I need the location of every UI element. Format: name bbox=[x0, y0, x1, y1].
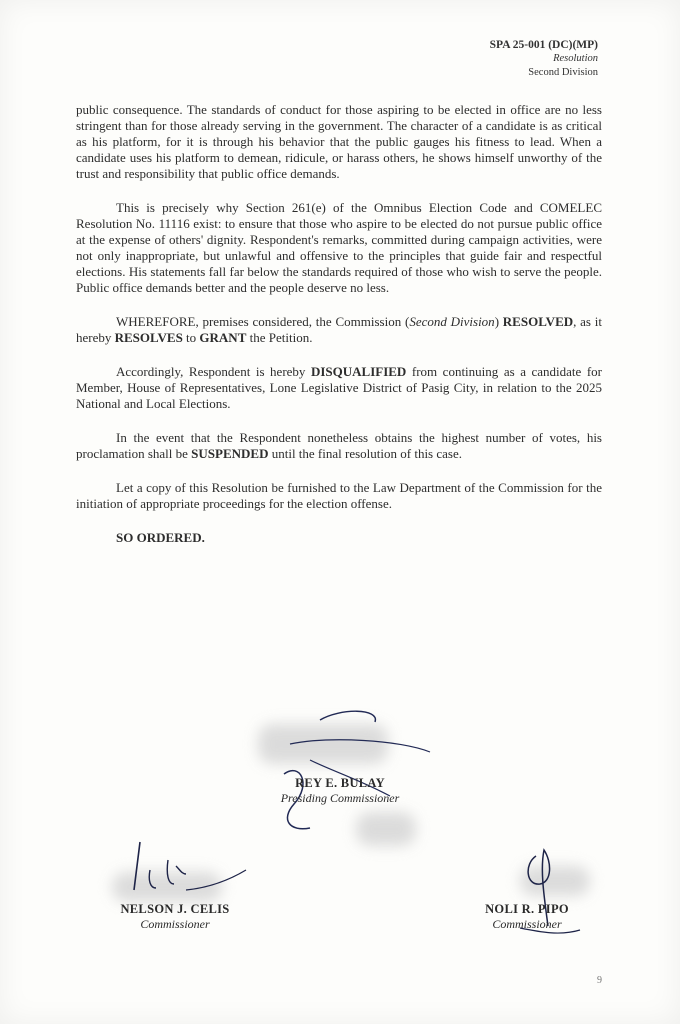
susp-text-c: until the final resolution of this case. bbox=[268, 446, 462, 461]
left-commissioner-block bbox=[90, 902, 260, 932]
wherefore-text-a: WHEREFORE, premises considered, the Commission ( bbox=[116, 314, 410, 329]
second-division-italic: Second Division bbox=[409, 314, 495, 329]
case-number: SPA 25-001 (DC)(MP) bbox=[489, 39, 598, 51]
left-commissioner-name: NELSON J. CELIS bbox=[120, 902, 230, 916]
right-commissioner-title: Commissioner bbox=[492, 917, 562, 931]
disq-text-a: Accordingly, Respondent is hereby bbox=[116, 364, 311, 379]
wherefore-text-g: to bbox=[182, 330, 200, 345]
right-commissioner-name: NOLI R. PIPO bbox=[485, 902, 569, 916]
signature-presiding bbox=[270, 700, 440, 840]
resolution-body bbox=[76, 102, 602, 546]
division-label: Second Division bbox=[528, 67, 598, 78]
grant-bold: GRANT bbox=[199, 330, 247, 345]
page-number: 9 bbox=[597, 975, 602, 986]
presiding-commissioner-block bbox=[230, 776, 450, 806]
susp-text-a: In the event that the Respondent nonetheless obtains the highest number of votes, his proclamation shall be bbox=[76, 430, 602, 461]
disqualified-bold: DISQUALIFIED bbox=[310, 364, 407, 379]
document-type: Resolution bbox=[553, 53, 598, 64]
left-commissioner-title: Commissioner bbox=[140, 917, 210, 931]
paragraph-furnish: Let a copy of this Resolution be furnished to the Law Department of the Commission for the initiation of appropriate proceedings for the election offense. bbox=[76, 480, 602, 511]
paragraph-1: public consequence. The standards of conduct for those aspiring to be elected in office are no less stringent than for those already serving in the government. The character of a candidate is as critical as his platform, for it is through his behavior that the public gauges his fitness to lead. When a candidate uses his platform to demean, ridicule, or harass others, he shows himself unworthy of the trust and responsibility that public office demands. bbox=[76, 102, 602, 181]
paragraph-suspended bbox=[76, 430, 602, 462]
resolved-bold: RESOLVED bbox=[502, 314, 574, 329]
so-ordered: SO ORDERED. bbox=[116, 530, 205, 545]
wherefore-text-c: ) bbox=[494, 314, 503, 329]
presiding-commissioner-name: REY E. BULAY bbox=[295, 776, 385, 790]
document-header bbox=[490, 38, 598, 80]
disq-text-c: from continuing as a candidate for Member, House of Representatives, Lone Legislative District of Pasig City, in relation to the 2025 National and Local Elections. bbox=[76, 364, 602, 411]
right-commissioner-block bbox=[452, 902, 602, 932]
presiding-commissioner-title: Presiding Commissioner bbox=[280, 791, 400, 805]
wherefore-text-i: the Petition. bbox=[246, 330, 313, 345]
paragraph-2: This is precisely why Section 261(e) of the Omnibus Election Code and COMELEC Resolution No. 11116 exist: to ensure that those who aspire to be elected do not pursue public office at the expense of others' dignity. Respondent's remarks, committed during campaign activities, were not only inappropriate, but unlawful and offensive to the principles that guide fair and respectful elections. His statements fall far below the standards required of those who wish to serve the people. Public office demands better and the people deserve no less. bbox=[76, 200, 602, 295]
paragraph-wherefore bbox=[76, 314, 602, 346]
paragraph-disqualified bbox=[76, 364, 602, 412]
suspended-bold: SUSPENDED bbox=[191, 446, 269, 461]
signature-left bbox=[126, 826, 266, 906]
resolves-bold: RESOLVES bbox=[114, 330, 183, 345]
wherefore-text-e: , as it hereby bbox=[76, 314, 602, 345]
